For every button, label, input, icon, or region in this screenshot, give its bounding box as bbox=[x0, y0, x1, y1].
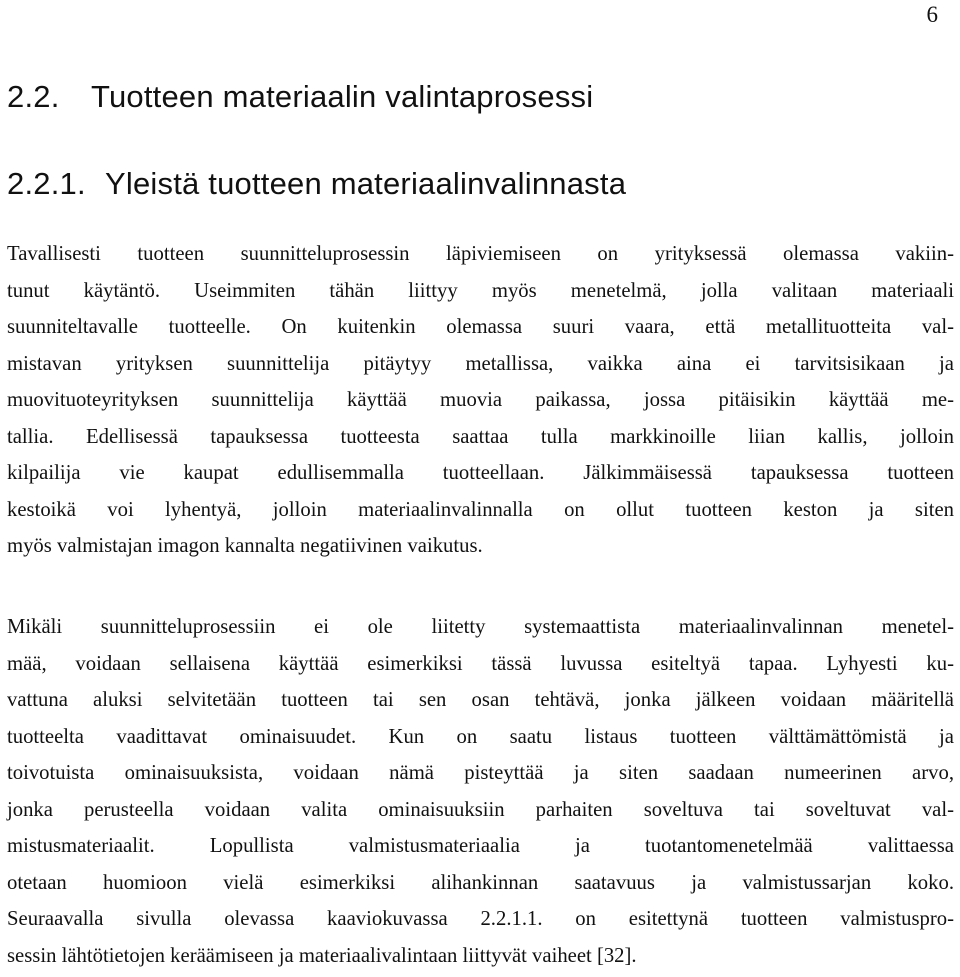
text-line: Mikäli suunnitteluprosessiin ei ole liitetty systemaattista materiaalinvalinnan menetel- bbox=[7, 616, 954, 638]
section-number: 2.2. bbox=[7, 79, 60, 114]
text-line: tuotteelta vaadittavat ominaisuudet. Kun on saatu listaus tuotteen välttämättömistä ja bbox=[7, 725, 954, 748]
section-heading bbox=[7, 79, 593, 115]
subsection-title: Yleistä tuotteen materiaalinvalinnasta bbox=[105, 166, 627, 201]
text-line: sessin lähtötietojen keräämiseen ja materiaalivalintaan liittyvät vaiheet [32]. bbox=[7, 944, 637, 967]
paragraph-1 bbox=[7, 236, 954, 565]
text-line: muovituoteyrityksen suunnittelija käyttää muovia paikassa, jossa pitäisikin käyttää me- bbox=[7, 389, 954, 411]
text-line: jonka perusteella voidaan valita ominaisuuksiin parhaiten soveltuva tai soveltuvat val- bbox=[7, 798, 954, 821]
text-line: otetaan huomioon vielä esimerkiksi alihankinnan saatavuus ja valmistussarjan koko. bbox=[7, 871, 954, 894]
section-title: Tuotteen materiaalin valintaprosessi bbox=[91, 79, 594, 114]
paragraph-2 bbox=[7, 609, 954, 974]
subsection-heading bbox=[7, 166, 626, 202]
page-number: 6 bbox=[926, 2, 938, 27]
text-line: mää, voidaan sellaisena käyttää esimerkiksi tässä luvussa esiteltyä tapaa. Lyhyesti ku- bbox=[7, 652, 954, 675]
text-line: myös valmistajan imagon kannalta negatiivinen vaikutus. bbox=[7, 535, 483, 557]
text-line: Tavallisesti tuotteen suunnitteluprosessin läpiviemiseen on yrityksessä olemassa vakiin- bbox=[7, 243, 954, 265]
text-line: kilpailija vie kaupat edullisemmalla tuotteellaan. Jälkimmäisessä tapauksessa tuotteen bbox=[7, 462, 954, 484]
text-line: mistavan yrityksen suunnittelija pitäytyy metallissa, vaikka aina ei tarvitsisikaan ja bbox=[7, 352, 954, 375]
text-line: suunniteltavalle tuotteelle. On kuitenkin olemassa suuri vaara, että metallituotteita val- bbox=[7, 316, 954, 338]
text-line: mistusmateriaalit. Lopullista valmistusmateriaalia ja tuotantomenetelmää valittaessa bbox=[7, 835, 954, 857]
subsection-number: 2.2.1. bbox=[7, 166, 86, 201]
text-line: Seuraavalla sivulla olevassa kaaviokuvassa 2.2.1.1. on esitettynä tuotteen valmistuspro- bbox=[7, 908, 954, 930]
text-line: vattuna aluksi selvitetään tuotteen tai sen osan tehtävä, jonka jälkeen voidaan määritellä bbox=[7, 689, 954, 711]
text-line: kestoikä voi lyhentyä, jolloin materiaalinvalinnalla on ollut tuotteen keston ja siten bbox=[7, 498, 954, 521]
text-line: toivotuista ominaisuuksista, voidaan nämä pisteyttää ja siten saadaan numeerinen arvo, bbox=[7, 762, 954, 784]
text-line: tunut käytäntö. Useimmiten tähän liittyy myös menetelmä, jolla valitaan materiaali bbox=[7, 279, 954, 302]
text-line: tallia. Edellisessä tapauksessa tuotteesta saattaa tulla markkinoille liian kallis, jolloin bbox=[7, 425, 954, 448]
